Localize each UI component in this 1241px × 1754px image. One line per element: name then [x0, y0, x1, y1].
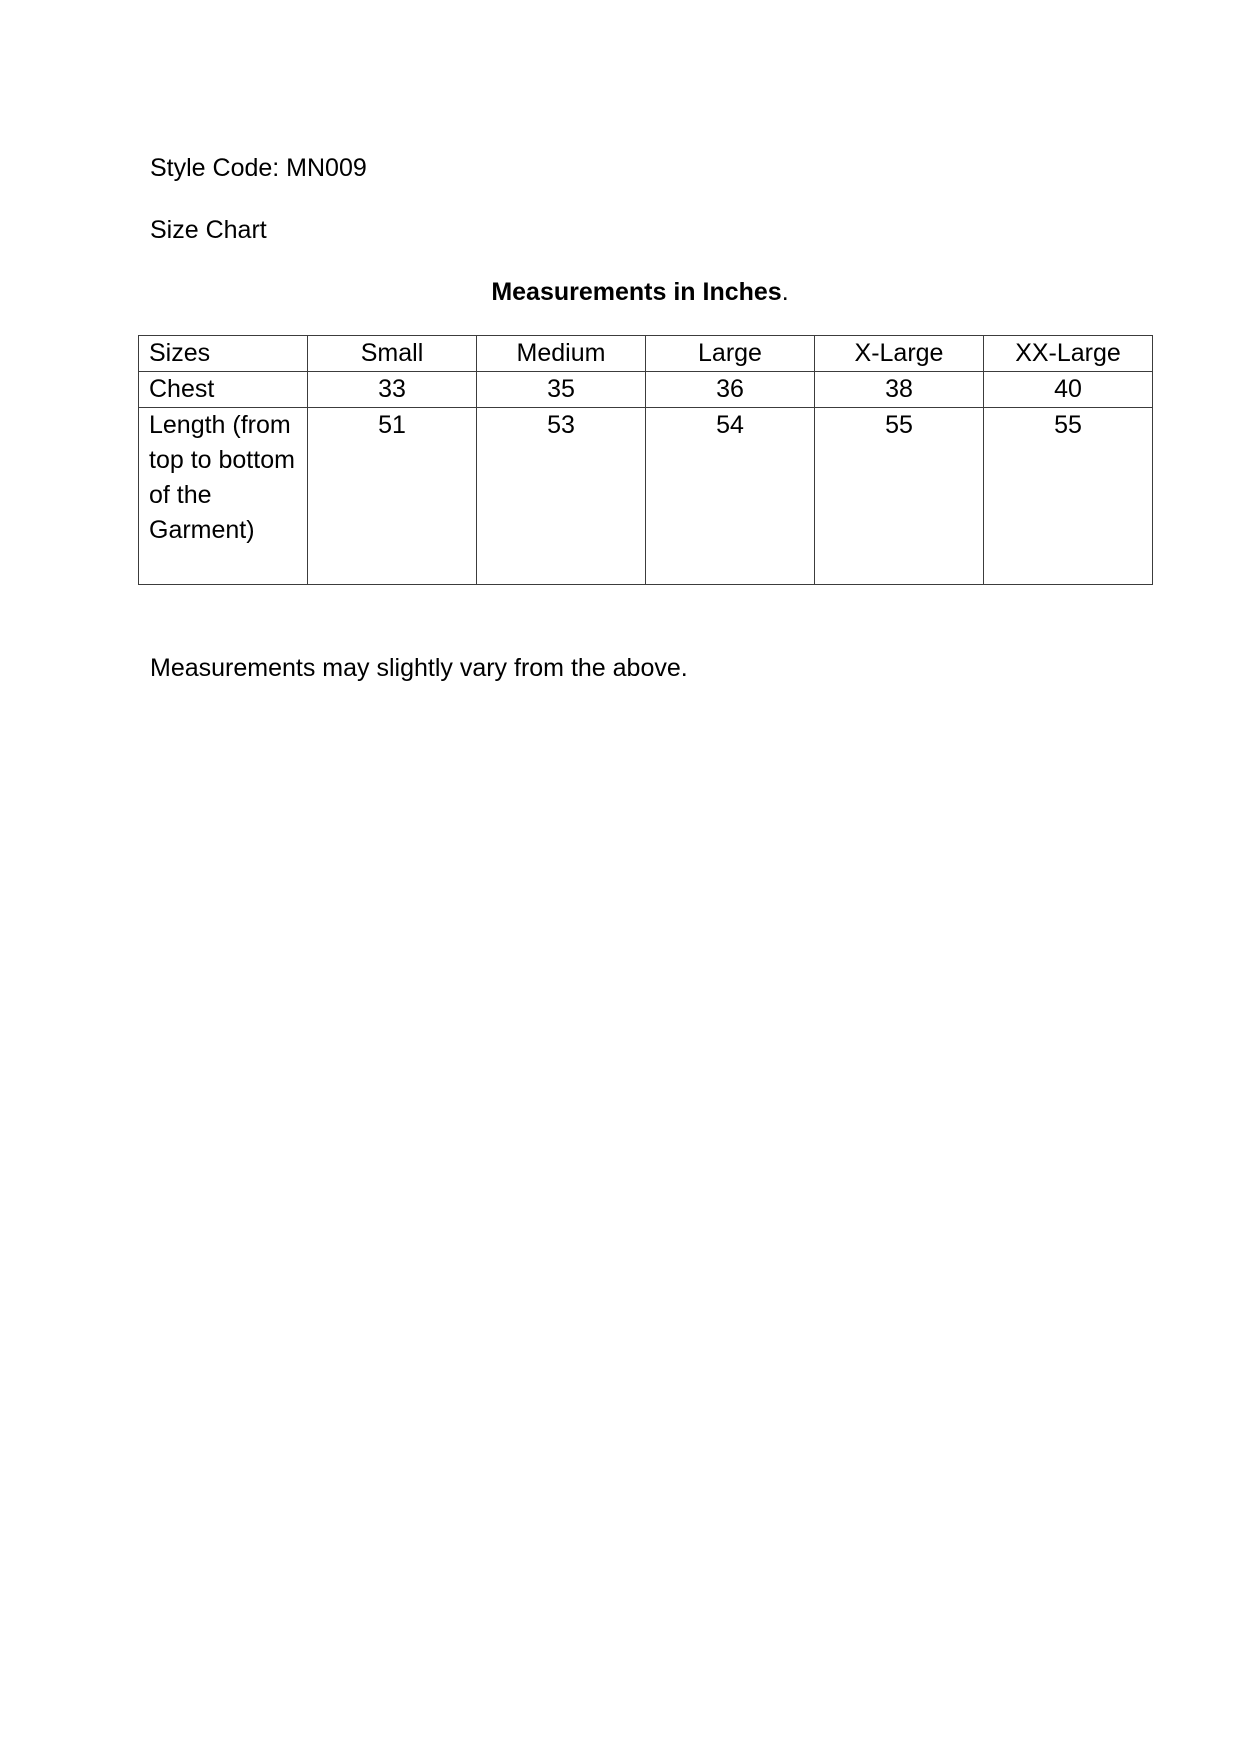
table-header-row	[139, 336, 1153, 372]
table-row-length	[139, 408, 1153, 585]
chest-xx-large: 40	[984, 372, 1153, 408]
header-cell-x-large: X-Large	[815, 336, 984, 372]
length-medium: 53	[477, 408, 646, 585]
heading-bold-text: Measurements in Inches	[491, 278, 782, 306]
chest-medium: 35	[477, 372, 646, 408]
row-label-chest: Chest	[139, 372, 308, 408]
header-cell-sizes: Sizes	[139, 336, 308, 372]
header-cell-xx-large: XX-Large	[984, 336, 1153, 372]
size-chart-table	[138, 335, 1153, 585]
header-cell-large: Large	[646, 336, 815, 372]
chest-x-large: 38	[815, 372, 984, 408]
length-small: 51	[308, 408, 477, 585]
table-heading	[0, 277, 1241, 307]
chest-small: 33	[308, 372, 477, 408]
chest-large: 36	[646, 372, 815, 408]
length-xx-large: 55	[984, 408, 1153, 585]
measurement-note: Measurements may slightly vary from the above.	[150, 654, 688, 682]
row-label-length: Length (from top to bottom of the Garment)	[149, 411, 295, 544]
style-code: Style Code: MN009	[150, 154, 367, 182]
length-large: 54	[646, 408, 815, 585]
size-chart-label: Size Chart	[150, 216, 267, 244]
length-x-large: 55	[815, 408, 984, 585]
row-label-length-cell	[139, 408, 308, 585]
header-cell-small: Small	[308, 336, 477, 372]
table-row-chest	[139, 372, 1153, 408]
header-cell-medium: Medium	[477, 336, 646, 372]
heading-period: .	[781, 278, 789, 306]
